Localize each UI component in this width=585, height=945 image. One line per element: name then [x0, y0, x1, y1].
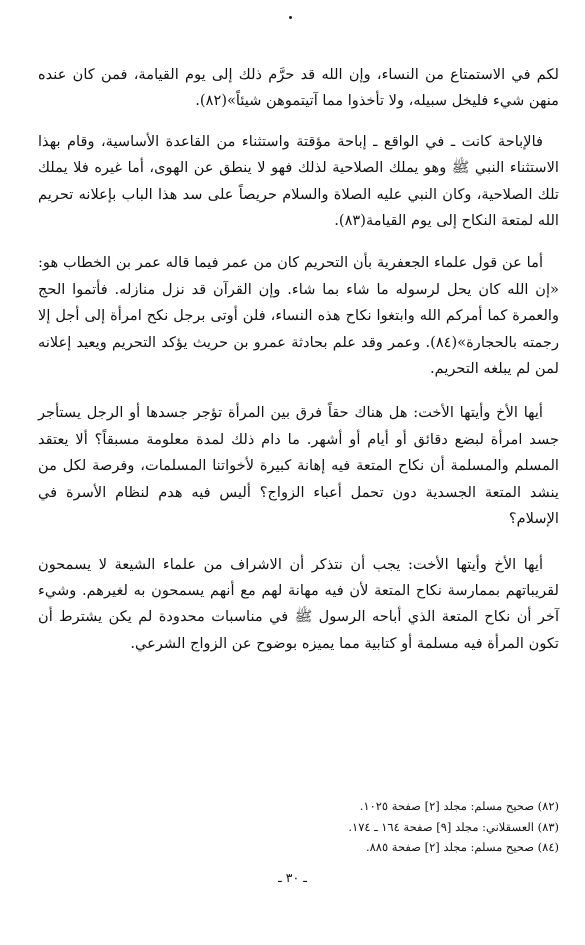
body-text: [38, 62, 559, 657]
paragraph-3: أما عن قول علماء الجعفرية بأن التحريم كان من عمر فيما قاله عمر بن الخطاب هو: «إن الله كان يحل لرسوله ما شاء بما شاء. وإن القرآن قد نزل منازله. فأتموا الحج والعمرة كما أمركم الله وابتغوا نكاح هذه النساء، فلن أوتى برجل نكح امرأة إلى أجل إلا رجمته بالحجارة»(٨٤). وعمر وقد علم بحادثة عمرو بن حريث يؤكد التحريم ويعيد إعلانه لمن لم يبلغه التحريم.: [38, 254, 559, 378]
paragraph-2: فالإباحة كانت ـ في الواقع ـ إباحة مؤقتة واستثناء من القاعدة الأساسية، وقام بهذا الاستثناء النبي ﷺ وهو يملك الصلاحية لذلك فهو لا ينطق عن الهوى، أما غيره فلا يملك تلك الصلاحية، وكان النبي عليه الصلاة والسلام حريصاً على سد هذا الباب بإعلانه تحريم الله لمتعة النكاح إلى يوم القيامة(٨٣).: [38, 132, 559, 230]
footnotes: [38, 796, 559, 858]
footnote-82: (٨٢) صحيح مسلم: مجلد [٢] صفحة ١٠٢٥.: [359, 799, 559, 813]
footnote-83: (٨٣) العسقلاني: مجلد [٩] صفحة ١٦٤ ـ ١٧٤.: [348, 819, 559, 834]
footnote-84: (٨٤) صحيح مسلم: مجلد [٢] صفحة ٨٨٥.: [365, 840, 559, 854]
paragraph-5: أيها الأخ وأيتها الأخت: يجب أن نتذكر أن الاشراف من علماء الشيعة لا يسمحون لقريباتهم بممارسة نكاح المتعة لأن فيه مهانة لهم مع أنهم يسمحون به لغيرهم. وشيء آخر أن نكاح المتعة الذي أباحه الرسول ﷺ في مناسبات محدودة لم يكن يشترط أن تكون المرأة فيه مسلمة أو كتابية مما يميزه بوضوح عن الزواج الشرعي.: [38, 555, 559, 652]
page-number: ـ ٣٠ ـ: [278, 870, 307, 885]
paragraph-1: لكم في الاستمتاع من النساء، وإن الله قد حرَّم ذلك إلى يوم القيامة، فمن كان عنده منهن شيء فليخل سبيله، ولا تأخذوا مما آتيتموهن شيئاً»(٨٢).: [38, 66, 559, 110]
top-dot-mark: [289, 16, 292, 19]
paragraph-4: أيها الأخ وأيتها الأخت: هل هناك حقاً فرق بين المرأة تؤجر جسدها أو الرجل يستأجر جسد امرأة لبضع دقائق أو أيام أو أشهر. ما دام ذلك لمدة معلومة مسبقاً؟ ألا يعتقد المسلم والمسلمة أن نكاح المتعة فيه إهانة كبيرة لأخواتنا المسلمات، وفرصة لكل من ينشد المتعة الجسدية دون تحمل أعباء الزواج؟ أليس فيه هدم لنظام الأسرة في الإسلام؟: [38, 404, 559, 528]
